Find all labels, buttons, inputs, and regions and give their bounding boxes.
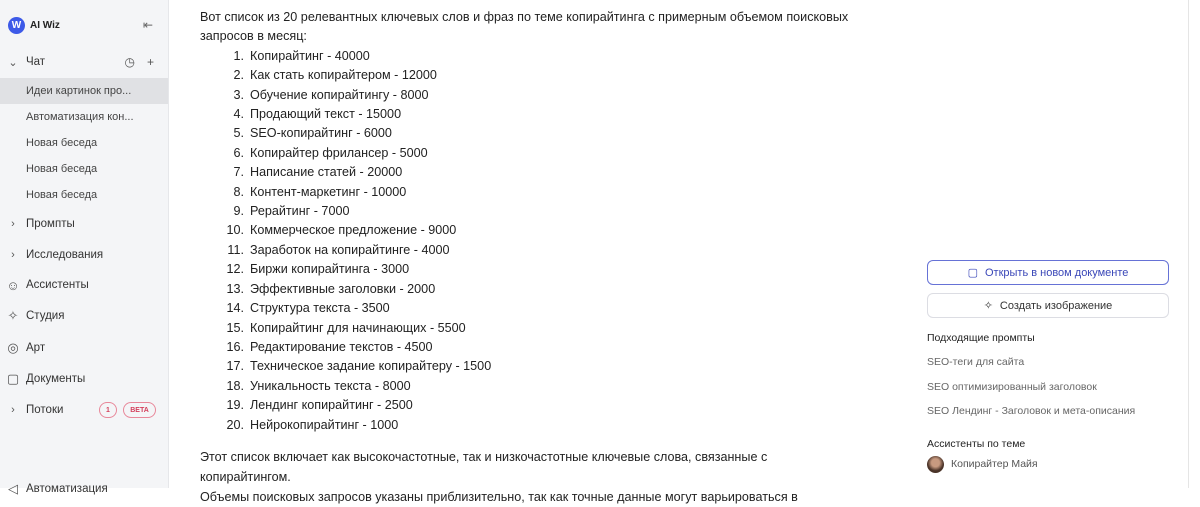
keyword-item: [216, 280, 860, 299]
tail-line: Объемы поисковых запросов указаны приблизительно, так как точные данные могут варьироваться в: [200, 489, 798, 504]
megaphone-icon: ◁: [8, 481, 18, 496]
keyword-item: [216, 319, 860, 338]
sidebar-item-label: Студия: [26, 310, 65, 322]
sidebar-item-label: Чат: [26, 56, 46, 68]
sidebar-item-chat[interactable]: [0, 49, 168, 75]
keyword-text: Копирайтер фрилансер - 5000: [250, 145, 428, 160]
prompt-link[interactable]: SEO оптимизированный заголовок: [927, 380, 1097, 393]
beta-badge: BETA: [123, 402, 156, 418]
assistant-name: Копирайтер Майя: [951, 458, 1038, 470]
tail-line: Этот список включает как высокочастотные, так и низкочастотные ключевые слова, связанные с копирайтингом.: [200, 449, 768, 484]
document-icon: ▢: [967, 267, 978, 279]
keyword-text: Как стать копирайтером - 12000: [250, 68, 437, 83]
sidebar-item-documents[interactable]: [0, 366, 168, 392]
keyword-item: [216, 377, 860, 396]
keyword-item: [216, 241, 860, 260]
item-number: 11.: [227, 242, 244, 257]
keyword-text: Лендинг копирайтинг - 2500: [250, 398, 413, 413]
keyword-text: Структура текста - 3500: [250, 301, 390, 316]
logo[interactable]: [8, 17, 60, 34]
keyword-text: SEO-копирайтинг - 6000: [250, 126, 392, 141]
avatar: [927, 456, 944, 473]
item-number: 2.: [233, 68, 244, 83]
keyword-item: [216, 396, 860, 415]
item-number: 4.: [233, 107, 244, 122]
create-image-button[interactable]: [927, 293, 1169, 318]
keyword-item: [216, 357, 860, 376]
sidebar-item-label: Арт: [26, 342, 46, 354]
sidebar-item-label: Автоматизация: [26, 483, 108, 495]
sidebar: [0, 0, 169, 496]
open-in-new-document-button[interactable]: [927, 260, 1169, 285]
chat-item[interactable]: [0, 156, 168, 182]
keyword-item: [216, 416, 860, 435]
item-number: 13.: [226, 281, 244, 296]
keyword-item: [216, 105, 860, 124]
keyword-text: Копирайтинг - 40000: [250, 48, 370, 63]
sidebar-item-art[interactable]: [0, 335, 168, 361]
keyword-item: [216, 66, 860, 85]
chat-title: Идеи картинок про...: [26, 85, 132, 97]
prompts-heading: Подходящие промпты: [927, 332, 1035, 344]
item-number: 3.: [233, 87, 244, 102]
keyword-text: Техническое задание копирайтеру - 1500: [250, 359, 492, 374]
sparkle-icon: ✧: [7, 308, 19, 323]
message-intro: Вот список из 20 релевантных ключевых слов и фраз по теме копирайтинга с примерным объемом поисковых запросов в месяц:: [200, 10, 849, 44]
sidebar-item-prompts[interactable]: [0, 211, 168, 237]
keyword-text: Коммерческое предложение - 9000: [250, 223, 457, 238]
right-panel: [927, 260, 1169, 473]
prompt-link[interactable]: SEO-теги для сайта: [927, 356, 1025, 368]
keyword-text: Обучение копирайтингу - 8000: [250, 87, 429, 102]
keyword-item: [216, 144, 860, 163]
keyword-text: Написание статей - 20000: [250, 165, 403, 180]
button-label: Создать изображение: [999, 299, 1113, 312]
item-number: 12.: [226, 262, 244, 277]
collapse-sidebar-icon[interactable]: ⇤: [143, 18, 154, 32]
sparkle-icon: ✧: [983, 300, 993, 312]
keyword-text: Эффективные заголовки - 2000: [250, 281, 436, 296]
item-number: 6.: [233, 145, 244, 160]
keyword-list: [216, 47, 860, 435]
keyword-text: Заработок на копирайтинге - 4000: [250, 242, 450, 257]
robot-icon: ☺: [6, 277, 20, 293]
item-number: 1.: [233, 48, 244, 63]
keyword-item: [216, 299, 860, 318]
flows-count-badge: 1: [99, 402, 117, 418]
keyword-item: [216, 47, 860, 66]
button-label: Открыть в новом документе: [984, 266, 1129, 279]
keyword-item: [216, 183, 860, 202]
app-name: AI Wiz: [30, 20, 60, 31]
item-number: 14.: [226, 301, 244, 316]
chevron-right-icon: ›: [11, 404, 15, 416]
chat-item[interactable]: [0, 104, 168, 130]
chat-item[interactable]: [0, 78, 168, 104]
keyword-item: [216, 202, 860, 221]
message-tail: [200, 447, 860, 507]
keyword-text: Продающий текст - 15000: [250, 107, 402, 122]
keyword-text: Рерайтинг - 7000: [250, 204, 350, 219]
sidebar-item-assistants[interactable]: [0, 272, 168, 298]
document-icon: ▢: [6, 371, 20, 386]
keyword-item: [216, 221, 860, 240]
prompt-link[interactable]: SEO Лендинг - Заголовок и мета-описания: [927, 405, 1136, 417]
keyword-text: Контент-маркетинг - 10000: [250, 184, 407, 199]
assistants-heading: Ассистенты по теме: [927, 437, 1026, 450]
sidebar-item-label: Потоки: [26, 404, 64, 416]
chat-title: Новая беседа: [26, 189, 98, 201]
item-number: 19.: [226, 398, 244, 413]
chevron-right-icon: ›: [11, 249, 15, 261]
keyword-text: Копирайтинг для начинающих - 5500: [250, 320, 466, 335]
item-number: 9.: [233, 204, 244, 219]
logo-icon: W: [8, 17, 25, 34]
item-number: 18.: [226, 378, 244, 393]
keyword-item: [216, 163, 860, 182]
item-number: 20.: [226, 417, 244, 432]
item-number: 8.: [233, 184, 244, 199]
sidebar-item-label: Документы: [26, 373, 86, 385]
sidebar-item-studio[interactable]: [0, 303, 168, 329]
sidebar-item-label: Исследования: [26, 249, 104, 261]
plus-icon[interactable]: +: [146, 55, 154, 69]
item-number: 7.: [233, 165, 244, 180]
chat-item[interactable]: [0, 182, 168, 208]
sidebar-item-label: Промпты: [26, 218, 75, 230]
item-number: 16.: [226, 339, 244, 354]
keyword-text: Уникальность текста - 8000: [250, 378, 411, 393]
chevron-right-icon: ›: [11, 218, 15, 230]
chat-title: Новая беседа: [26, 137, 98, 149]
history-icon[interactable]: ◷: [124, 55, 135, 69]
sidebar-item-research[interactable]: [0, 242, 168, 268]
keyword-text: Биржи копирайтинга - 3000: [250, 262, 410, 277]
chevron-down-icon: ⌄: [8, 56, 18, 69]
palette-icon: ◎: [7, 340, 19, 355]
keyword-item: [216, 86, 860, 105]
item-number: 10.: [226, 223, 244, 238]
sidebar-item-automation[interactable]: [0, 476, 168, 502]
item-number: 15.: [226, 320, 244, 335]
item-number: 17.: [226, 359, 244, 374]
chat-item[interactable]: [0, 130, 168, 156]
scrollbar[interactable]: [1188, 0, 1189, 488]
keyword-item: [216, 260, 860, 279]
keyword-item: [216, 124, 860, 143]
assistant-message: [200, 8, 860, 507]
keyword-item: [216, 338, 860, 357]
sidebar-item-label: Ассистенты: [26, 279, 89, 291]
chat-title: Новая беседа: [26, 163, 98, 175]
keyword-text: Нейрокопирайтинг - 1000: [250, 417, 399, 432]
item-number: 5.: [233, 126, 244, 141]
assistant-item[interactable]: [927, 456, 1169, 473]
keyword-text: Редактирование текстов - 4500: [250, 339, 433, 354]
chat-title: Автоматизация кон...: [26, 111, 134, 123]
